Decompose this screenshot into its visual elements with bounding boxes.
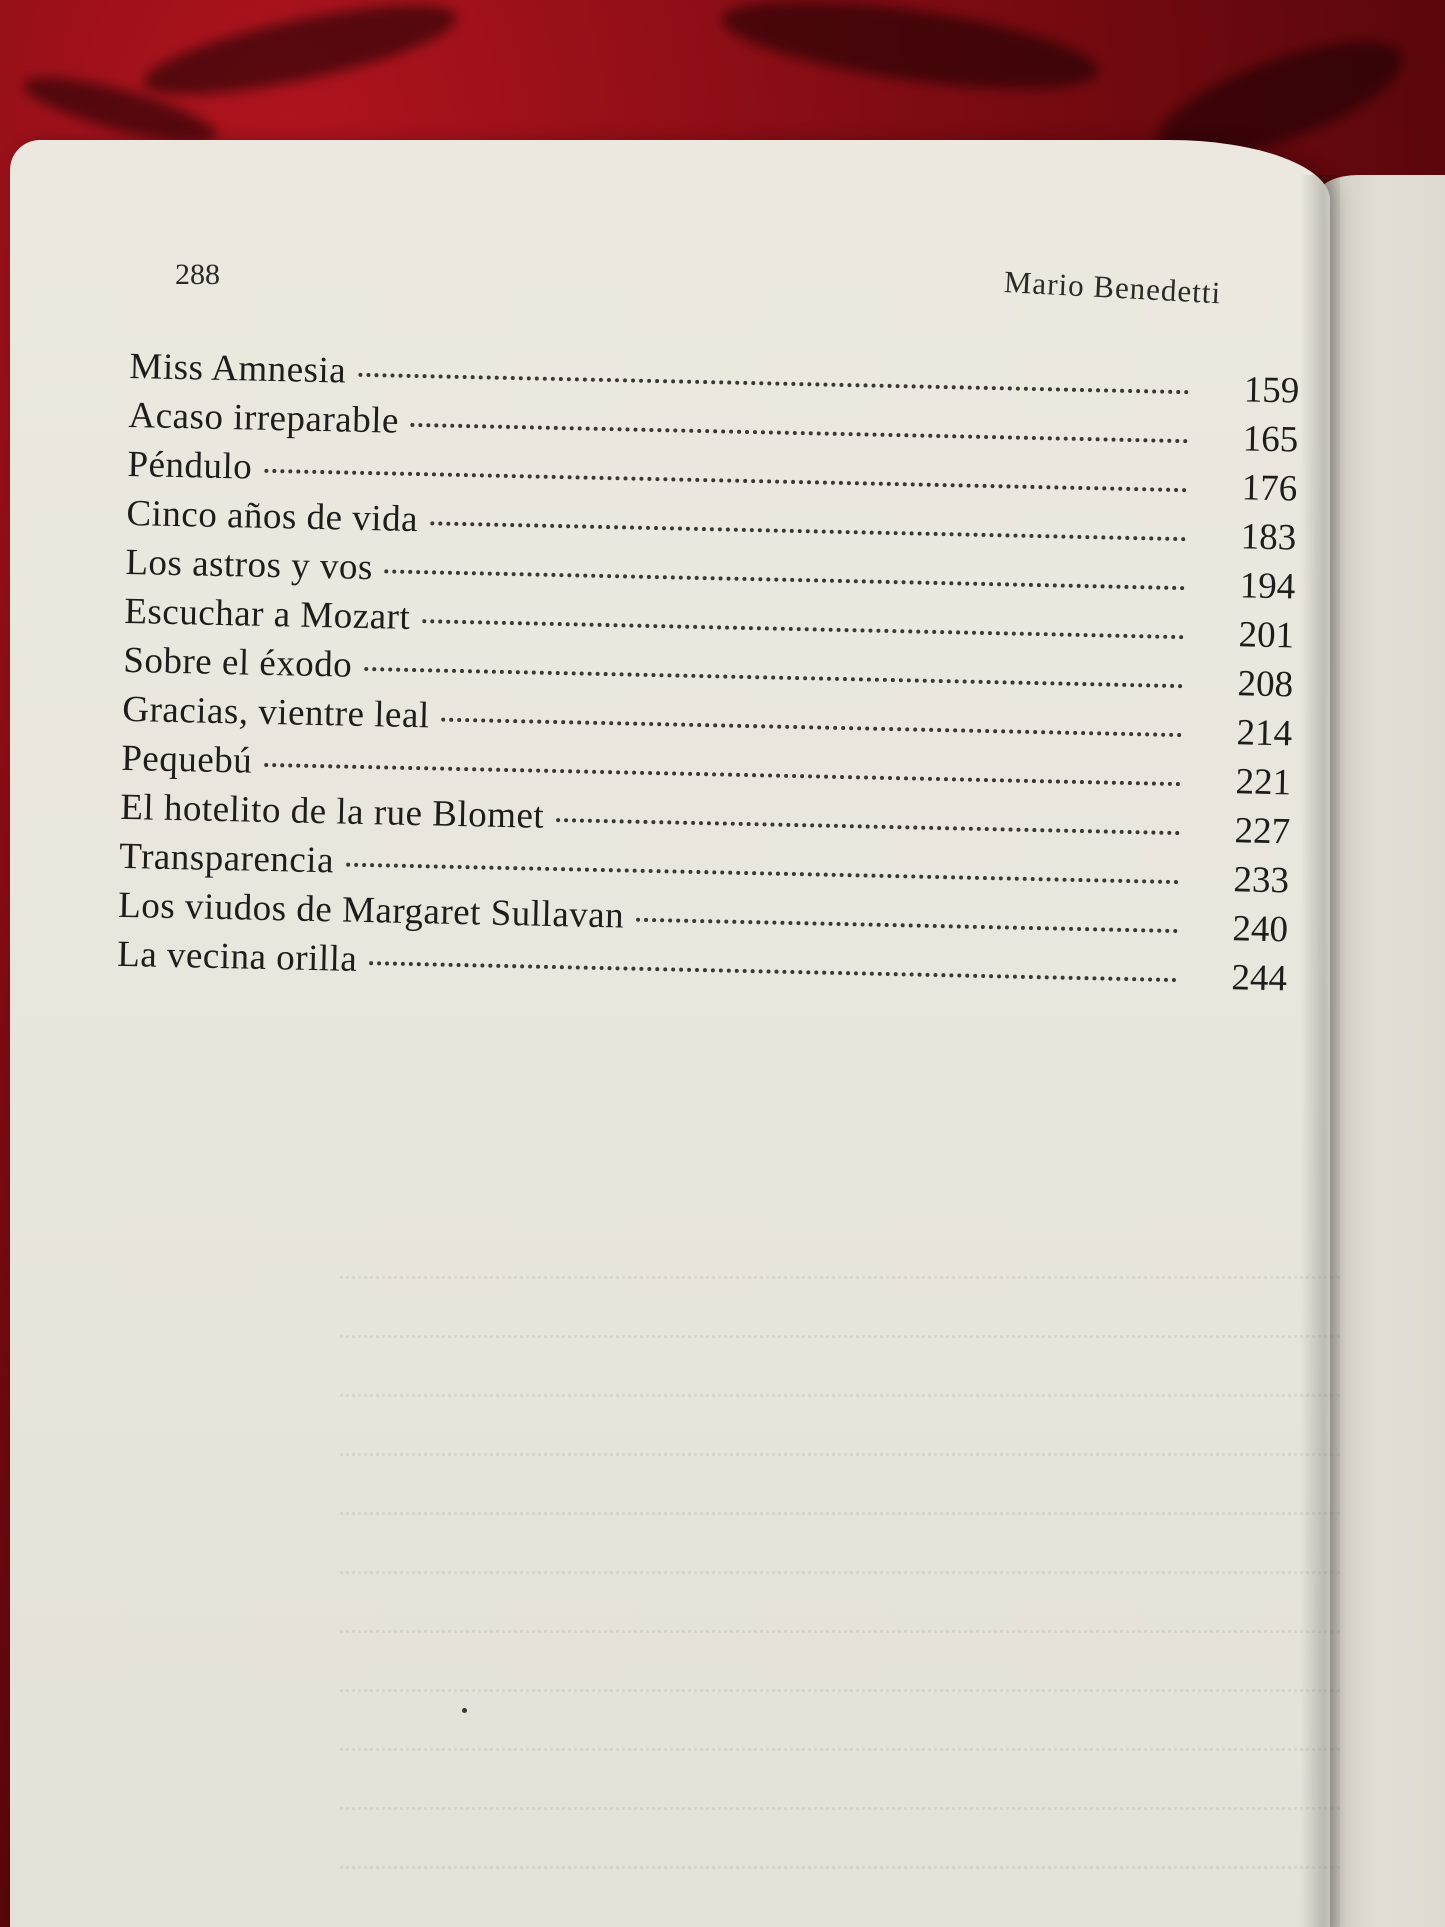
toc-entry-title: Acaso irreparable [128, 394, 400, 442]
show-through-line [340, 1810, 1340, 1869]
toc-entry-page: 176 [1241, 467, 1298, 510]
toc-entry-title: Miss Amnesia [129, 345, 347, 392]
marble-streak [137, 0, 462, 113]
toc-leader-dots [411, 423, 1188, 443]
toc-entry-page: 233 [1233, 859, 1290, 902]
show-through-line [340, 1692, 1340, 1751]
toc-entry-page: 201 [1238, 614, 1295, 657]
table-of-contents [117, 345, 1300, 1006]
show-through-from-reverse-page [60, 1220, 1340, 1870]
toc-entry-page: 227 [1234, 810, 1291, 853]
show-through-line [340, 1220, 1340, 1279]
toc-leader-dots [346, 863, 1179, 884]
toc-entry-title: La vecina orilla [116, 933, 358, 980]
toc-entry-title: El hotelito de la rue Blomet [119, 786, 545, 837]
toc-leader-dots [422, 619, 1184, 639]
toc-entry-title: Sobre el éxodo [122, 639, 353, 686]
show-through-line [340, 1574, 1340, 1633]
toc-leader-dots [430, 521, 1186, 541]
toc-leader-dots [556, 818, 1180, 835]
running-head-author: Mario Benedetti [1003, 264, 1223, 311]
toc-leader-dots [636, 918, 1178, 933]
toc-entry-title: Los astros y vos [125, 541, 374, 589]
toc-entry-page: 208 [1237, 663, 1294, 706]
marble-streak [717, 0, 1103, 106]
show-through-line [340, 1456, 1340, 1515]
toc-entry-page: 244 [1231, 957, 1288, 1000]
toc-entry-page: 240 [1232, 908, 1289, 951]
toc-entry-page: 159 [1243, 369, 1300, 412]
show-through-line [340, 1397, 1340, 1456]
show-through-line [340, 1338, 1340, 1397]
toc-entry-title: Cinco años de vida [126, 492, 419, 541]
show-through-line [340, 1515, 1340, 1574]
paper-speck [462, 1708, 467, 1713]
toc-entry-page: 194 [1239, 565, 1296, 608]
show-through-line [340, 1279, 1340, 1338]
toc-entry-page: 214 [1236, 712, 1293, 755]
toc-leader-dots [442, 718, 1183, 738]
toc-leader-dots [369, 961, 1177, 982]
toc-entry-title: Gracias, vientre leal [121, 688, 431, 737]
toc-entry-title: Los viudos de Margaret Sullavan [117, 884, 625, 937]
toc-leader-dots [264, 469, 1187, 492]
toc-entry-page: 165 [1242, 418, 1299, 461]
toc-entry-page: 221 [1235, 761, 1292, 804]
toc-leader-dots [364, 667, 1183, 688]
toc-entry-title: Pequebú [120, 737, 253, 782]
toc-entry-title: Escuchar a Mozart [123, 590, 411, 638]
toc-leader-dots [385, 569, 1185, 590]
toc-entry-title: Transparencia [118, 835, 335, 882]
toc-entry-title: Péndulo [127, 443, 253, 488]
toc-leader-dots [358, 373, 1189, 394]
page-number: 288 [175, 258, 220, 291]
show-through-line [340, 1751, 1340, 1810]
show-through-line [340, 1633, 1340, 1692]
toc-entry-page: 183 [1240, 516, 1297, 559]
toc-leader-dots [264, 763, 1181, 786]
